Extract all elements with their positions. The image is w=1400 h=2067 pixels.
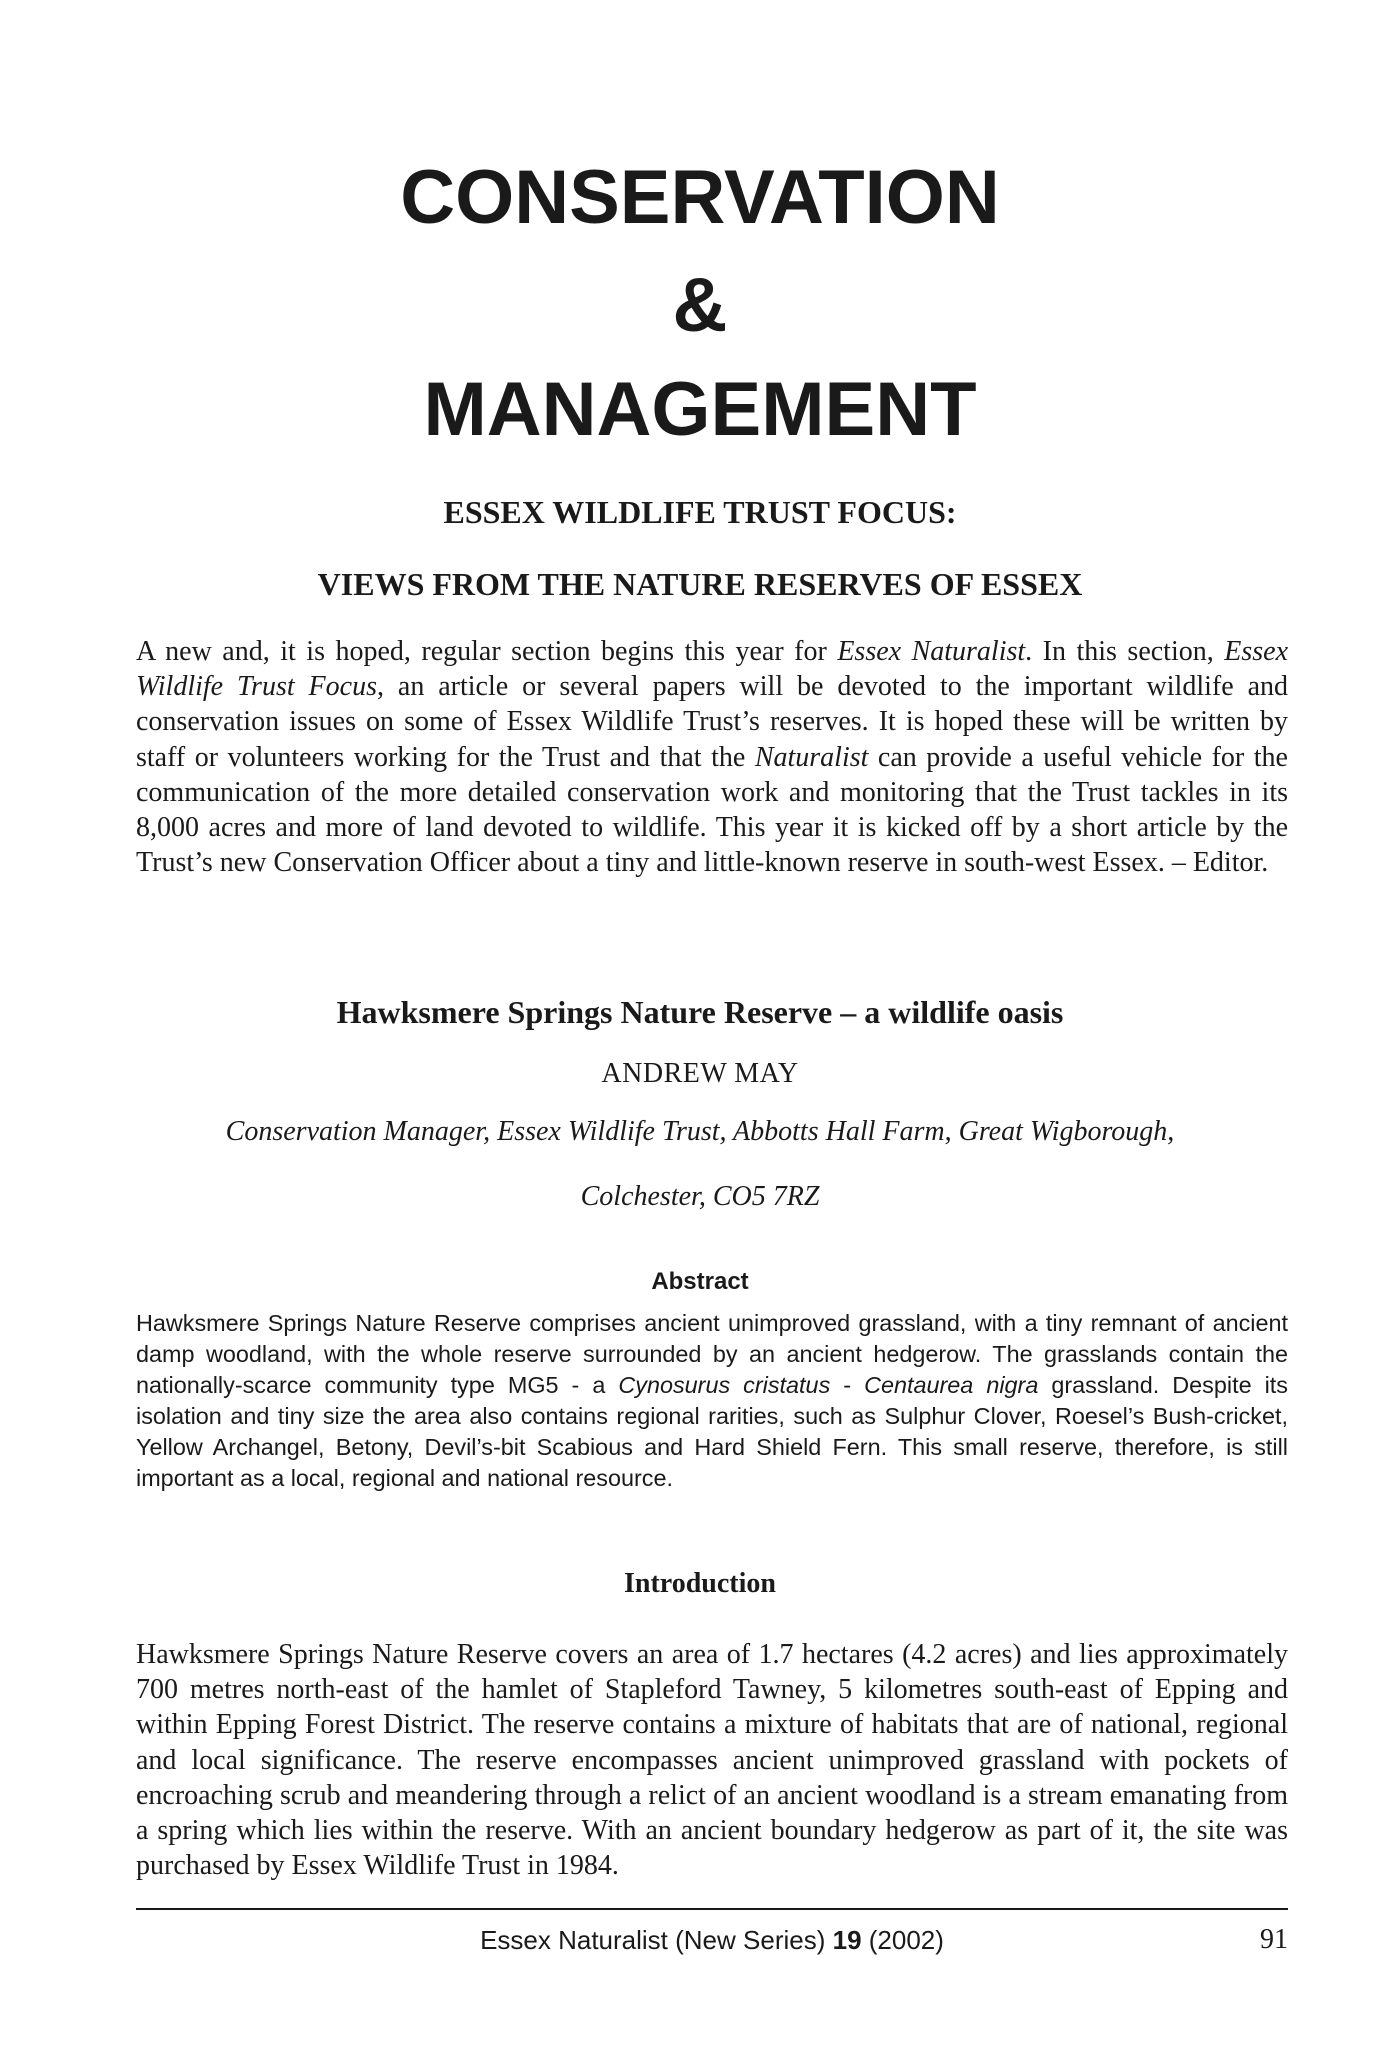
main-title-line-3: MANAGEMENT (423, 367, 977, 452)
author-affiliation-line-1: Conservation Manager, Essex Wildlife Trust, Abbotts Hall Farm, Great Wigborough, (225, 1116, 1175, 1147)
editor-intro-paragraph (136, 634, 1288, 880)
intro-italic-2: Essex Wildlife Trust Focus (136, 636, 1289, 703)
journal-volume: 19 (832, 1925, 862, 1955)
article-title: Hawksmere Springs Nature Reserve – a wildlife oasis (336, 994, 1064, 1030)
abstract-text-3: grassland. Despite its isolation and tiny size the area also contains regional rarities, such as Sulphur Clover, Roesel’s Bush-cricket, Yellow Archangel, Betony, Devil’s-bit Scabious and Hard Shield Fern. This small reserve, therefore, is still important as a local, regional and national resource. (136, 1372, 1288, 1491)
intro-italic-1: Essex Naturalist (837, 636, 1026, 667)
footer-divider (136, 1908, 1288, 1910)
section-subheading: VIEWS FROM THE NATURE RESERVES OF ESSEX (317, 566, 1083, 602)
intro-text-2: . In this section, (1025, 636, 1225, 667)
abstract-heading: Abstract (651, 1268, 749, 1295)
main-title-line-2: & (672, 263, 728, 348)
page-footer (136, 1924, 1288, 1956)
journal-year: (2002) (861, 1925, 944, 1955)
introduction-body: Hawksmere Springs Nature Reserve covers an area of 1.7 hectares (4.2 acres) and lies approximately 700 metres north-east of the hamlet of Stapleford Tawney, 5 kilometres south-east of Epping and within Epping Forest District. The reserve contains a mixture of habitats that are of national, regional and local significance. The reserve encompasses ancient unimproved grassland with pockets of encroaching scrub and meandering through a relict of an ancient woodland is a stream emanating from a spring which lies within the reserve. With an ancient boundary hedgerow as part of it, the site was purchased by Essex Wildlife Trust in 1984. (136, 1639, 1288, 1882)
intro-text-3: , an article or several papers will be devoted to the important wildlife and conservation issues on some of Essex Wildlife Trust’s reserves. It is hoped these will be written by staff or volunteers working for the Trust and that the (136, 671, 1288, 773)
abstract-text-1: Hawksmere Springs Nature Reserve comprises ancient unimproved grassland, with a tiny remnant of ancient damp woodland, with the whole reserve surrounded by an ancient hedgerow. The grasslands contain the nationally-scarce community type MG5 - a (136, 1310, 1288, 1398)
page-number: 91 (1260, 1924, 1288, 1955)
journal-name: Essex Naturalist (New Series) (480, 1925, 833, 1955)
abstract-italic-1: Cynosurus cristatus (618, 1372, 831, 1398)
intro-italic-3: Naturalist (754, 741, 869, 773)
intro-text-1: A new and, it is hoped, regular section begins this year for (136, 636, 838, 667)
article-author: ANDREW MAY (601, 1058, 799, 1089)
abstract-text-2: - (830, 1372, 865, 1398)
author-affiliation-line-2: Colchester, CO5 7RZ (580, 1181, 820, 1212)
intro-text-4: can provide a useful vehicle for the communication of the more detailed conservation work and monitoring that the Trust tackles in its 8,000 acres and more of land devoted to wildlife. This year it is kicked off by a short article by the Trust’s new Conservation Officer about a tiny and little-known reserve in south-west Essex. – Editor. (136, 741, 1288, 879)
main-title-line-1: CONSERVATION (400, 155, 1000, 240)
journal-citation (136, 1924, 1288, 1956)
section-heading: ESSEX WILDLIFE TRUST FOCUS: (443, 494, 957, 530)
introduction-heading: Introduction (624, 1568, 776, 1599)
abstract-italic-2: Centaurea nigra (864, 1372, 1039, 1398)
abstract-text (136, 1308, 1288, 1494)
